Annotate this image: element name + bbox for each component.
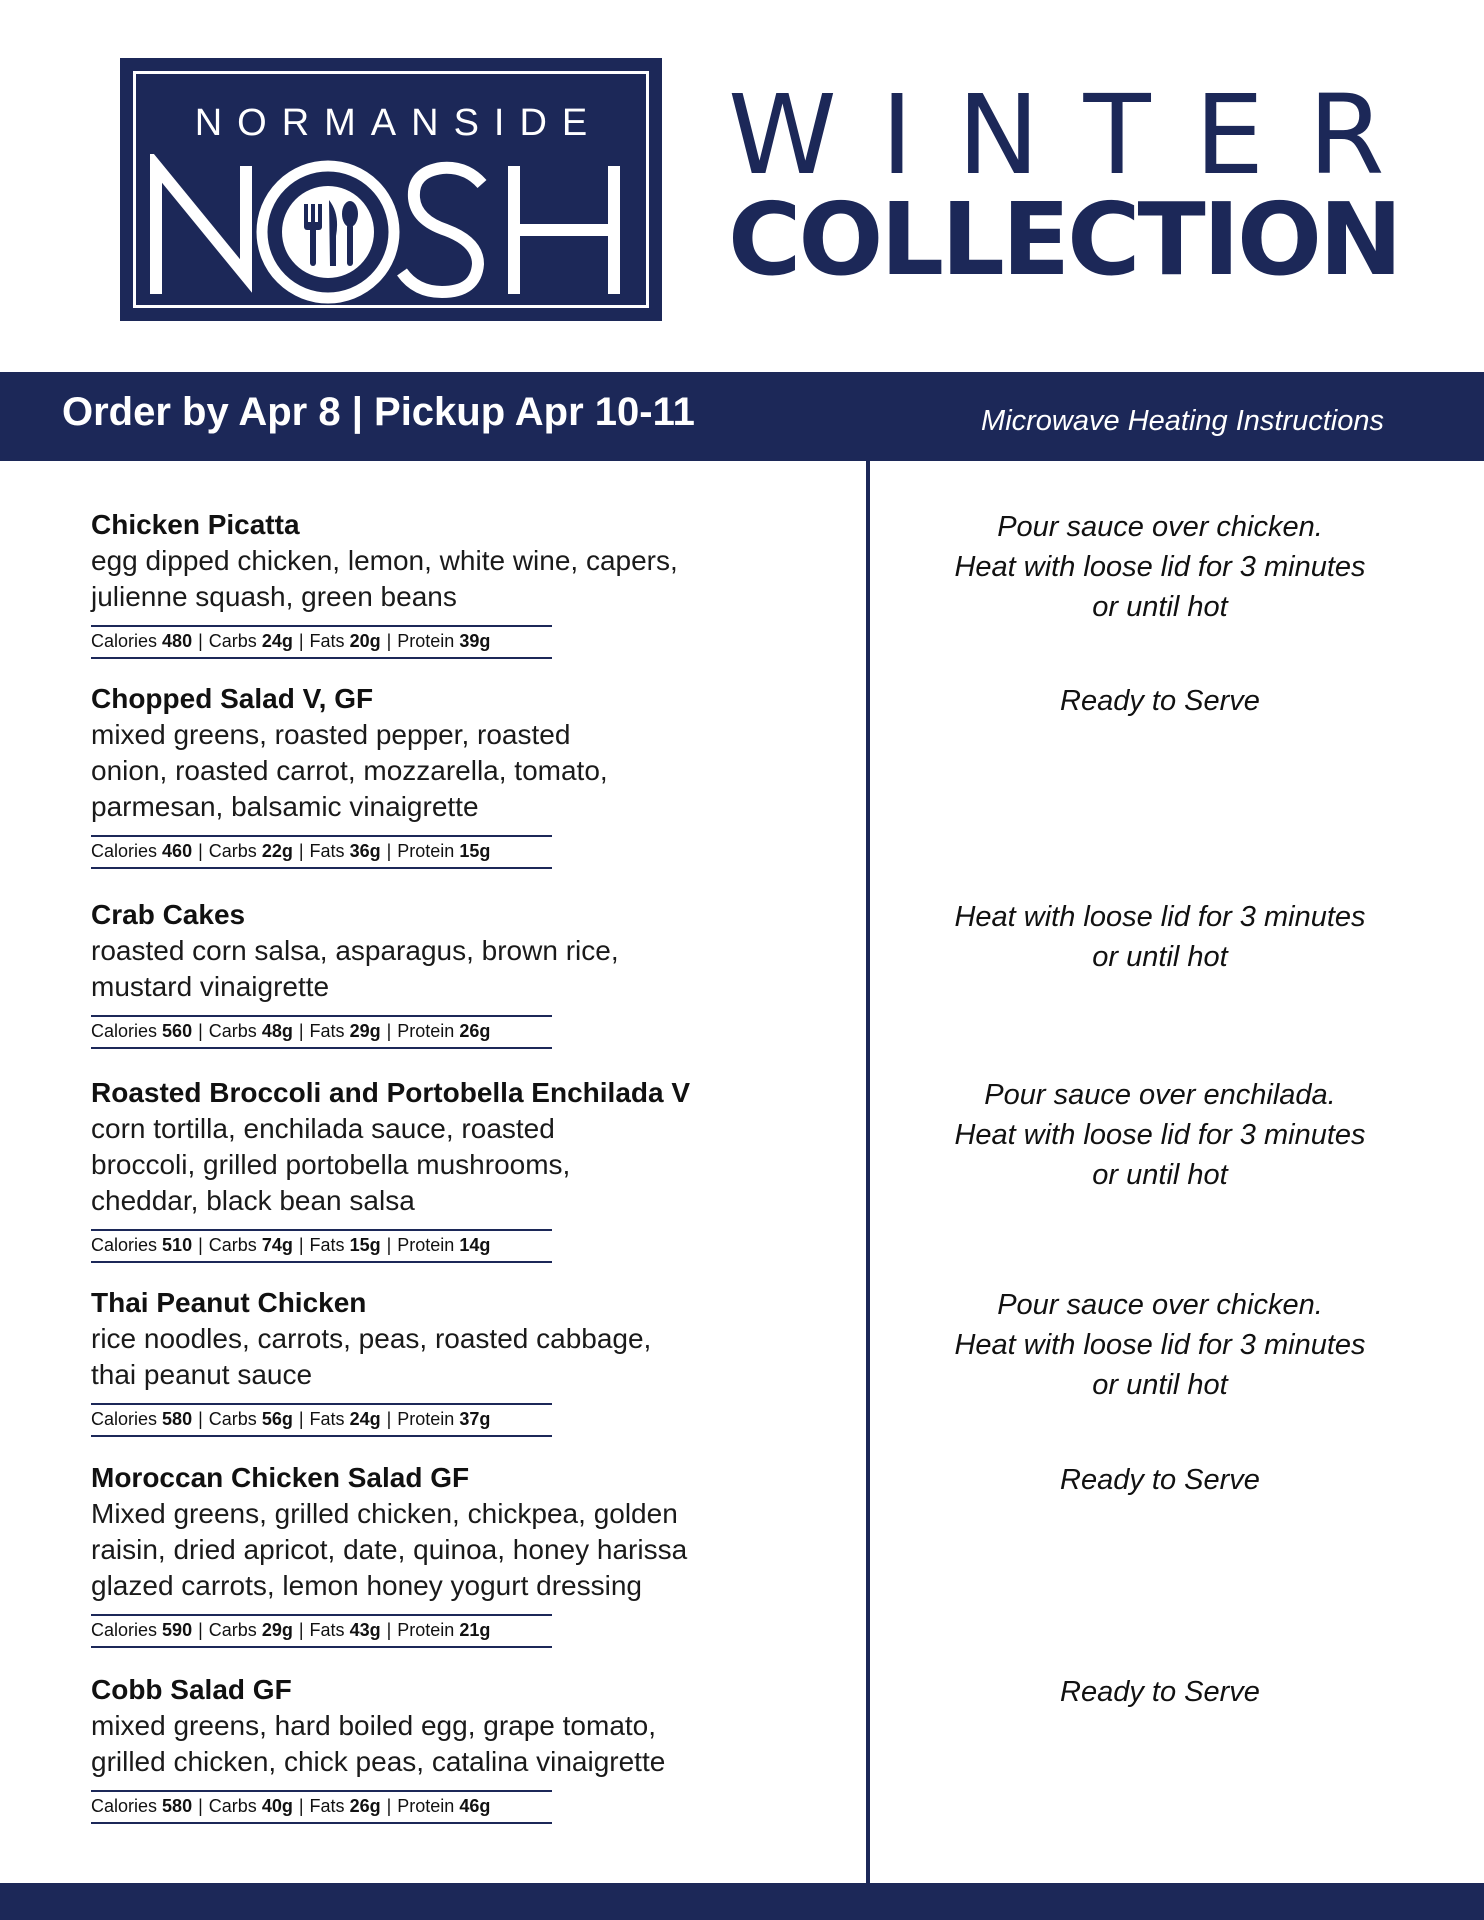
nutrition-separator: | bbox=[198, 1796, 203, 1816]
heating-instruction-line: Pour sauce over chicken. bbox=[997, 1289, 1323, 1321]
nutrition-label-calories: Calories bbox=[91, 1796, 158, 1816]
item-description bbox=[91, 717, 791, 825]
nutrition-separator: | bbox=[298, 1235, 304, 1255]
nutrition-value-carbs: 56g bbox=[261, 1409, 293, 1429]
nutrition-separator: | bbox=[386, 1409, 392, 1429]
nutrition-value-calories: 510 bbox=[162, 1235, 193, 1255]
nutrition-value-calories: 560 bbox=[162, 1021, 193, 1041]
plate-fork-knife-spoon-icon bbox=[262, 166, 394, 298]
item-description-line: raisin, dried apricot, date, quinoa, honey harissa bbox=[91, 1534, 688, 1565]
nutrition-separator: | bbox=[298, 1620, 304, 1640]
nutrition-label-fats: Fats bbox=[309, 1796, 345, 1816]
nutrition-separator: | bbox=[386, 841, 392, 861]
nutrition-separator: | bbox=[198, 1409, 203, 1429]
heating-instruction bbox=[900, 507, 1420, 627]
nutrition-value-fats: 24g bbox=[349, 1409, 381, 1429]
nutrition-label-fats: Fats bbox=[309, 1235, 345, 1255]
nutrition-facts bbox=[91, 1229, 552, 1263]
item-description-line: mustard vinaigrette bbox=[91, 971, 330, 1002]
nutrition-value-carbs: 22g bbox=[261, 841, 293, 861]
nutrition-label-fats: Fats bbox=[309, 631, 345, 651]
item-description-line: broccoli, grilled portobella mushrooms, bbox=[91, 1149, 571, 1180]
nutrition-label-calories: Calories bbox=[91, 1409, 158, 1429]
menu-item bbox=[91, 897, 811, 1049]
item-description-line: onion, roasted carrot, mozzarella, tomato, bbox=[91, 755, 608, 786]
heating-instruction-line: or until hot bbox=[1092, 941, 1228, 973]
heating-instruction-line: Pour sauce over enchilada. bbox=[984, 1079, 1336, 1111]
item-description-line: julienne squash, green beans bbox=[91, 581, 457, 612]
logo-letter-s bbox=[402, 168, 482, 292]
heating-instruction-line: Heat with loose lid for 3 minutes bbox=[954, 551, 1366, 583]
nutrition-value-carbs: 74g bbox=[261, 1235, 293, 1255]
menu-item bbox=[91, 1460, 811, 1648]
nutrition-value-protein: 37g bbox=[459, 1409, 491, 1429]
item-description bbox=[91, 1321, 791, 1393]
menu-item bbox=[91, 1285, 811, 1437]
item-description bbox=[91, 1496, 791, 1604]
item-description bbox=[91, 933, 791, 1005]
nutrition-label-fats: Fats bbox=[309, 1409, 345, 1429]
item-name: Roasted Broccoli and Portobella Enchilada V bbox=[91, 1077, 691, 1108]
item-description-line: mixed greens, hard boiled egg, grape tomato, bbox=[91, 1710, 657, 1741]
nutrition-label-protein: Protein bbox=[397, 1409, 455, 1429]
heating-instruction bbox=[900, 897, 1420, 977]
menu-item bbox=[91, 507, 811, 659]
title-collection: COLLECTION bbox=[728, 181, 1400, 298]
item-description-line: mixed greens, roasted pepper, roasted bbox=[91, 719, 571, 750]
item-description-line: cheddar, black bean salsa bbox=[91, 1185, 415, 1216]
heating-instruction-line: or until hot bbox=[1092, 591, 1228, 623]
nutrition-value-fats: 20g bbox=[349, 631, 381, 651]
nutrition-value-calories: 590 bbox=[162, 1620, 193, 1640]
item-description-line: roasted corn salsa, asparagus, brown rice, bbox=[91, 935, 619, 966]
nutrition-separator: | bbox=[198, 1620, 203, 1640]
nutrition-separator: | bbox=[386, 631, 392, 651]
nutrition-value-protein: 15g bbox=[459, 841, 491, 861]
nutrition-facts bbox=[91, 1614, 552, 1648]
nutrition-label-fats: Fats bbox=[309, 841, 345, 861]
nutrition-label-carbs: Carbs bbox=[208, 1409, 257, 1429]
item-description-line: glazed carrots, lemon honey yogurt dressing bbox=[91, 1570, 642, 1601]
heating-instruction-line: Heat with loose lid for 3 minutes bbox=[954, 901, 1366, 933]
nutrition-label-carbs: Carbs bbox=[208, 1021, 257, 1041]
nutrition-separator: | bbox=[298, 841, 304, 861]
logo-frame bbox=[133, 71, 649, 308]
item-name: Chopped Salad V, GF bbox=[91, 683, 374, 714]
nutrition-separator: | bbox=[298, 1409, 304, 1429]
heating-instruction-line: Heat with loose lid for 3 minutes bbox=[954, 1329, 1366, 1361]
heating-instruction bbox=[900, 1672, 1420, 1712]
item-name: Moroccan Chicken Salad GF bbox=[91, 1462, 470, 1493]
nutrition-facts bbox=[91, 1790, 552, 1824]
nutrition-label-carbs: Carbs bbox=[208, 1620, 257, 1640]
nutrition-separator: | bbox=[298, 1021, 304, 1041]
nutrition-value-fats: 26g bbox=[349, 1796, 381, 1816]
heating-instruction-line: Heat with loose lid for 3 minutes bbox=[954, 1119, 1366, 1151]
heating-instruction bbox=[900, 681, 1420, 721]
nutrition-separator: | bbox=[386, 1021, 392, 1041]
nutrition-value-protein: 14g bbox=[459, 1235, 491, 1255]
nutrition-facts bbox=[91, 1015, 552, 1049]
nutrition-label-protein: Protein bbox=[397, 1021, 455, 1041]
nutrition-value-fats: 36g bbox=[349, 841, 381, 861]
nutrition-label-carbs: Carbs bbox=[208, 631, 257, 651]
heating-instruction-line: or until hot bbox=[1092, 1159, 1228, 1191]
nutrition-label-carbs: Carbs bbox=[208, 1235, 257, 1255]
nutrition-label-protein: Protein bbox=[397, 1796, 455, 1816]
item-description-line: grilled chicken, chick peas, catalina vinaigrette bbox=[91, 1746, 666, 1777]
item-description-line: thai peanut sauce bbox=[91, 1359, 313, 1390]
nutrition-label-fats: Fats bbox=[309, 1021, 345, 1041]
nutrition-facts bbox=[91, 835, 552, 869]
nutrition-facts bbox=[91, 625, 552, 659]
nutrition-label-calories: Calories bbox=[91, 1235, 158, 1255]
nutrition-label-carbs: Carbs bbox=[208, 841, 257, 861]
column-divider bbox=[866, 461, 870, 1883]
nutrition-label-calories: Calories bbox=[91, 841, 158, 861]
item-description-line: parmesan, balsamic vinaigrette bbox=[91, 791, 479, 822]
heating-instruction-line: or until hot bbox=[1092, 1369, 1228, 1401]
title-winter: WINTER bbox=[728, 71, 1429, 199]
item-description bbox=[91, 1111, 791, 1219]
nutrition-label-calories: Calories bbox=[91, 1021, 158, 1041]
nutrition-value-calories: 480 bbox=[162, 631, 193, 651]
nutrition-separator: | bbox=[298, 1796, 304, 1816]
nutrition-separator: | bbox=[198, 1235, 203, 1255]
logo-wordmark bbox=[136, 154, 646, 304]
heating-instruction-line: Pour sauce over chicken. bbox=[997, 511, 1323, 543]
brand-logo bbox=[120, 58, 662, 321]
nutrition-label-protein: Protein bbox=[397, 841, 455, 861]
item-description bbox=[91, 1708, 791, 1780]
menu-item bbox=[91, 1672, 811, 1824]
item-name: Chicken Picatta bbox=[91, 509, 300, 540]
nutrition-separator: | bbox=[298, 631, 304, 651]
nutrition-value-protein: 46g bbox=[459, 1796, 491, 1816]
nutrition-facts bbox=[91, 1403, 552, 1437]
nutrition-value-fats: 15g bbox=[349, 1235, 381, 1255]
nutrition-value-carbs: 29g bbox=[261, 1620, 293, 1640]
item-description-line: corn tortilla, enchilada sauce, roasted bbox=[91, 1113, 555, 1144]
item-description-line: rice noodles, carrots, peas, roasted cabbage, bbox=[91, 1323, 652, 1354]
instructions-header: Microwave Heating Instructions bbox=[981, 405, 1384, 437]
menu-item bbox=[91, 1075, 811, 1263]
nutrition-value-protein: 21g bbox=[459, 1620, 491, 1640]
heating-instruction bbox=[900, 1075, 1420, 1195]
item-description bbox=[91, 543, 791, 615]
heating-instruction-line: Ready to Serve bbox=[1060, 1676, 1260, 1708]
item-description-line: egg dipped chicken, lemon, white wine, capers, bbox=[91, 545, 678, 576]
nutrition-label-fats: Fats bbox=[309, 1620, 345, 1640]
order-banner bbox=[0, 372, 1484, 461]
heating-instruction-line: Ready to Serve bbox=[1060, 1464, 1260, 1496]
nutrition-separator: | bbox=[198, 631, 203, 651]
footer-bar bbox=[0, 1883, 1484, 1920]
nutrition-value-calories: 580 bbox=[162, 1409, 193, 1429]
menu-item bbox=[91, 681, 811, 869]
nutrition-separator: | bbox=[386, 1235, 392, 1255]
nutrition-separator: | bbox=[198, 841, 203, 861]
order-pickup-dates: Order by Apr 8 | Pickup Apr 10-11 bbox=[62, 390, 695, 434]
item-name: Thai Peanut Chicken bbox=[91, 1287, 367, 1318]
logo-letter-h bbox=[514, 166, 614, 294]
nutrition-value-protein: 26g bbox=[459, 1021, 491, 1041]
nutrition-value-protein: 39g bbox=[459, 631, 491, 651]
nutrition-label-protein: Protein bbox=[397, 1235, 455, 1255]
item-name: Cobb Salad GF bbox=[91, 1674, 292, 1705]
nutrition-value-carbs: 48g bbox=[261, 1021, 293, 1041]
nutrition-label-protein: Protein bbox=[397, 631, 455, 651]
nutrition-separator: | bbox=[386, 1620, 392, 1640]
nutrition-value-fats: 43g bbox=[349, 1620, 381, 1640]
nutrition-value-fats: 29g bbox=[349, 1021, 381, 1041]
nutrition-value-calories: 580 bbox=[162, 1796, 193, 1816]
heating-instruction bbox=[900, 1460, 1420, 1500]
logo-letter-n bbox=[156, 166, 246, 294]
nutrition-value-carbs: 40g bbox=[261, 1796, 293, 1816]
logo-top-text: NORMANSIDE bbox=[194, 102, 603, 144]
nutrition-separator: | bbox=[386, 1796, 392, 1816]
item-name: Crab Cakes bbox=[91, 899, 246, 930]
nutrition-value-calories: 460 bbox=[162, 841, 193, 861]
heating-instruction-line: Ready to Serve bbox=[1060, 685, 1260, 717]
nutrition-separator: | bbox=[198, 1021, 203, 1041]
nutrition-label-calories: Calories bbox=[91, 1620, 158, 1640]
nutrition-label-carbs: Carbs bbox=[208, 1796, 257, 1816]
item-description-line: Mixed greens, grilled chicken, chickpea, golden bbox=[91, 1498, 678, 1529]
heating-instruction bbox=[900, 1285, 1420, 1405]
nutrition-label-protein: Protein bbox=[397, 1620, 455, 1640]
nutrition-label-calories: Calories bbox=[91, 631, 158, 651]
nutrition-value-carbs: 24g bbox=[261, 631, 293, 651]
